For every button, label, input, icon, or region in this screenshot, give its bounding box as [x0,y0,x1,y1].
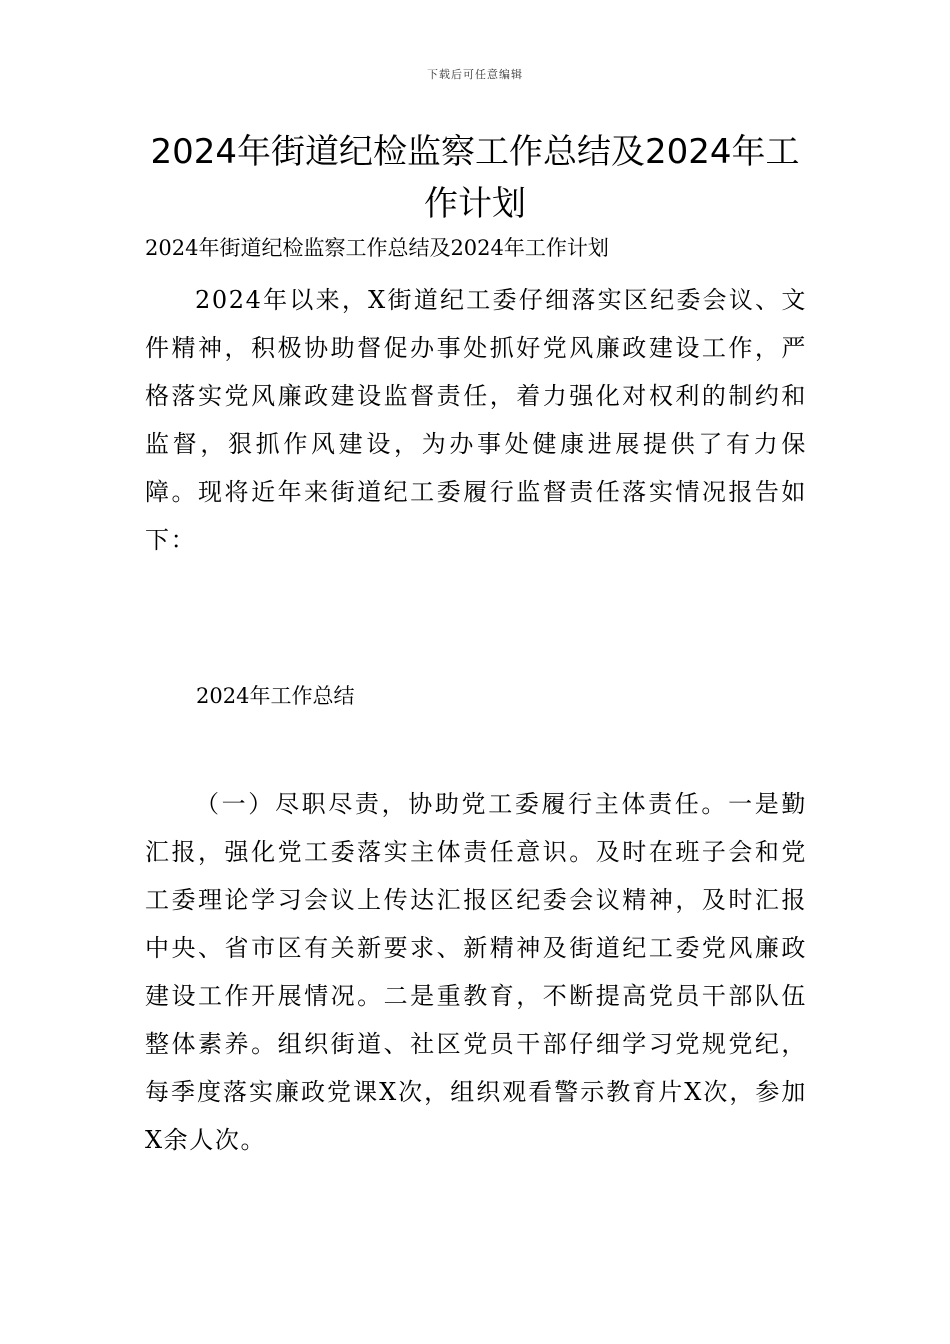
section-paragraph: （一）尽职尽责，协助党工委履行主体责任。一是勤汇报，强化党工委落实主体责任意识。及时在班子会和党工委理论学习会议上传达汇报区纪委会议精神，及时汇报中央、省市区有关新要求、新精神及街道纪工委党风廉政建设工作开展情况。二是重教育，不断提高党员干部队伍整体素养。组织街道、社区党员干部仔细学习党规党纪，每季度落实廉政党课X次，组织观看警示教育片X次，参加X余人次。 [145,790,807,1154]
header-note: 下载后可任意编辑 [427,68,523,81]
intro-paragraph: 2024年以来，X街道纪工委仔细落实区纪委会议、文件精神，积极协助督促办事处抓好党风廉政建设工作，严格落实党风廉政建设监督责任，着力强化对权利的制约和监督，狠抓作风建设，为办事处健康进展提供了有力保障。现将近年来街道纪工委履行监督责任落实情况报告如下： [145,286,807,554]
section-heading: 2024年工作总结 [196,684,355,708]
document-subtitle: 2024年街道纪检监察工作总结及2024年工作计划 [145,236,609,260]
document-title: 2024年街道纪检监察工作总结及2024年工作计划 [150,132,800,224]
